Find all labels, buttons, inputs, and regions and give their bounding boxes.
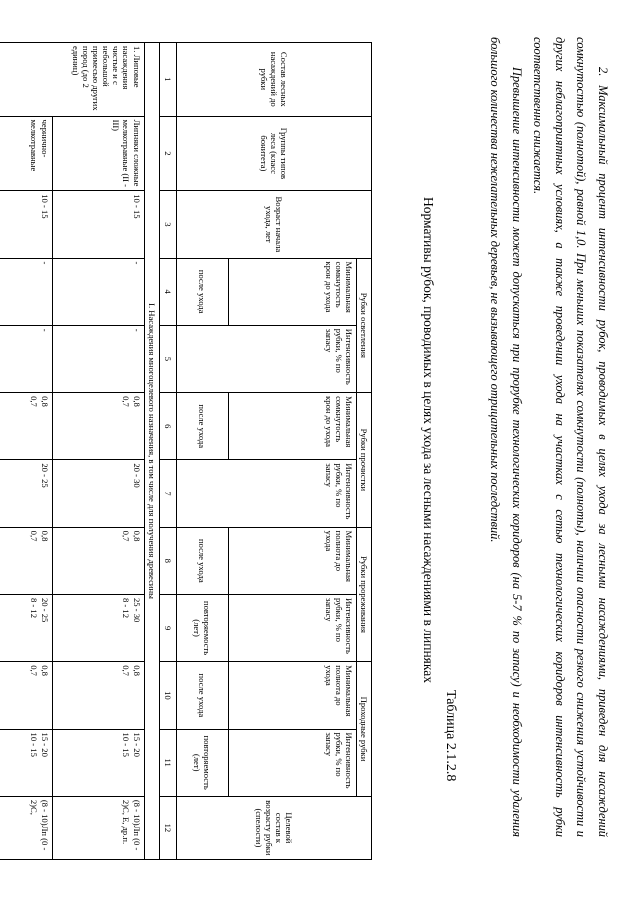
- cell-value: 0,7: [121, 665, 132, 676]
- cell-passing-intensity: [0, 729, 52, 796]
- column-number: 10: [159, 662, 176, 729]
- cell-cleaning-density: [52, 393, 144, 460]
- header-row-1: [356, 43, 371, 860]
- cell-value: 0,8: [39, 530, 50, 542]
- cell-value: 0,7: [121, 530, 132, 542]
- column-number: 4: [159, 258, 176, 325]
- cell-passing-fullness: [52, 662, 144, 729]
- cell-age: 10 - 15: [52, 191, 144, 258]
- cell-thinning-fullness: [52, 527, 144, 594]
- column-number: 2: [159, 116, 176, 191]
- header-clearing-after: после ухода: [176, 258, 228, 325]
- table-row: [52, 43, 144, 860]
- cell-value: 0,8: [131, 665, 142, 676]
- cell-value: 10 - 15: [29, 732, 40, 757]
- section-row: [144, 43, 159, 860]
- column-number: 6: [159, 393, 176, 460]
- header-cleaning-intensity: Интенсивность рубки, % по запасу: [176, 460, 356, 527]
- cell-clearing-density: -: [0, 258, 52, 325]
- header-passing-min-fullness: Минимальная полнота до ухода: [228, 662, 356, 729]
- cell-clearing-intensity: -: [0, 325, 52, 392]
- cell-value: 25 - 30: [131, 597, 142, 623]
- cell-passing-fullness: [0, 662, 52, 729]
- column-number: 1: [159, 43, 176, 117]
- header-thinning: Рубки прореживания: [356, 527, 371, 662]
- cell-clearing-density: -: [52, 258, 144, 325]
- column-number: 5: [159, 325, 176, 392]
- header-thinning-min-fullness: Минимальная полнота до ухода: [228, 527, 356, 594]
- header-age-start: Возраст начала ухода, лет: [176, 191, 371, 258]
- cell-clearing-intensity: -: [52, 325, 144, 392]
- cell-cleaning-intensity: 20 - 30: [52, 460, 144, 527]
- cell-value: 10 - 15: [121, 732, 132, 757]
- cell-value: 0,7: [29, 530, 40, 542]
- cell-passing-intensity: [52, 729, 144, 796]
- header-forest-group: Группы типов леса (класс бонитета): [176, 116, 371, 191]
- header-thinning-after: после ухода: [176, 527, 228, 594]
- cell-forest-group: Липняки сложные мелкотравные (II - III): [52, 116, 144, 191]
- cell-composition: 1. Липовые насаждения чистые и с небольшой примесью других пород (до 2 единиц): [0, 43, 144, 117]
- header-cleaning: Рубки прочистки: [356, 393, 371, 528]
- cell-forest-group: чернично-мелкотравные: [0, 116, 52, 191]
- cell-value: 0,7: [29, 665, 40, 676]
- cell-value: 0,8: [131, 396, 142, 407]
- table-row: [0, 43, 52, 860]
- header-composition: Состав лесных насаждений до рубки: [176, 43, 371, 117]
- cell-value: 0,8: [39, 665, 50, 676]
- header-thinning-repeat: повторяемость (лет): [176, 594, 228, 661]
- column-number: 8: [159, 527, 176, 594]
- cell-target: (8 - 10)Лп (0 - 2)С,: [0, 796, 52, 859]
- cell-value: 15 - 20: [39, 732, 50, 757]
- header-passing-intensity: Интенсивность рубки, % по запасу: [228, 729, 356, 796]
- header-cleaning-after: после ухода: [176, 393, 228, 460]
- cell-value: 0,8: [131, 530, 142, 542]
- cell-thinning-intensity: [0, 594, 52, 661]
- header-passing: Проходные рубки: [356, 662, 371, 797]
- cell-cleaning-intensity: 20 - 25: [0, 460, 52, 527]
- cell-value: 0,8: [39, 396, 50, 407]
- header-passing-repeat: повторяемость (лет): [176, 729, 228, 796]
- header-clearing-intensity: Интенсивность рубки, % по запасу: [176, 325, 356, 392]
- column-number: 7: [159, 460, 176, 527]
- cell-value: 0,7: [29, 396, 40, 407]
- cell-age: 10 - 15: [0, 191, 52, 258]
- column-number: 9: [159, 594, 176, 661]
- table-number: Таблица 2.1.2.8: [443, 690, 458, 782]
- cell-value: 15 - 20: [131, 732, 142, 757]
- header-clearing-min-density: Минимальная сомкнутость крон до ухода: [228, 258, 356, 325]
- cell-thinning-fullness: [0, 527, 52, 594]
- norms-table: [0, 42, 372, 860]
- note-paragraph-2: Превышение интенсивности может допускаться при прорубке технологических коридоров (на 5-7 % по запасу) и необходимости удаления большого количества нежелательных деревьев, не вызывающего отрицательных последствий.: [488, 37, 524, 837]
- cell-target: (8 - 10)Лп (0 - 2)С, Е, др.п.: [52, 796, 144, 859]
- note-paragraph-1: 2. Максимальный процент интенсивности рубок, проводимых в целях ухода за лесными насаждениями, приведен для насаждений сомкнутостью (полнотой), равной 1,0. При меньших показателях сомкнутости (полноты), наличии опасности резкого снижения устойчивости и других неблагоприятных условиях, а также проведении ухода на участках с сетью технологических коридоров интенсивность рубки соответственно снижается.: [531, 37, 610, 837]
- section-title: I. Насаждения многоцелевого назначения, в том числе для получения древесины: [144, 43, 159, 860]
- column-number: 3: [159, 191, 176, 258]
- column-number: 12: [159, 796, 176, 859]
- column-number: 11: [159, 729, 176, 796]
- header-clearing: Рубки осветления: [356, 258, 371, 393]
- header-cleaning-min-density: Минимальная сомкнутость крон до ухода: [228, 393, 356, 460]
- header-target: Целевой состав к возрасту рубки (спелости): [176, 796, 371, 859]
- cell-thinning-intensity: [52, 594, 144, 661]
- header-thinning-intensity: Интенсивность рубки, % по запасу: [228, 594, 356, 661]
- table-title: Нормативы рубок, проводимых в целях ухода за лесными насаждениями в липняках: [421, 197, 436, 683]
- cell-value: 0,7: [121, 396, 132, 407]
- cell-value: 20 - 25: [39, 597, 50, 623]
- column-number-row: [159, 43, 176, 860]
- cell-value: 8 - 12: [29, 597, 40, 618]
- cell-value: 8 - 12: [121, 597, 132, 618]
- cell-cleaning-density: [0, 393, 52, 460]
- header-passing-after: после ухода: [176, 662, 228, 729]
